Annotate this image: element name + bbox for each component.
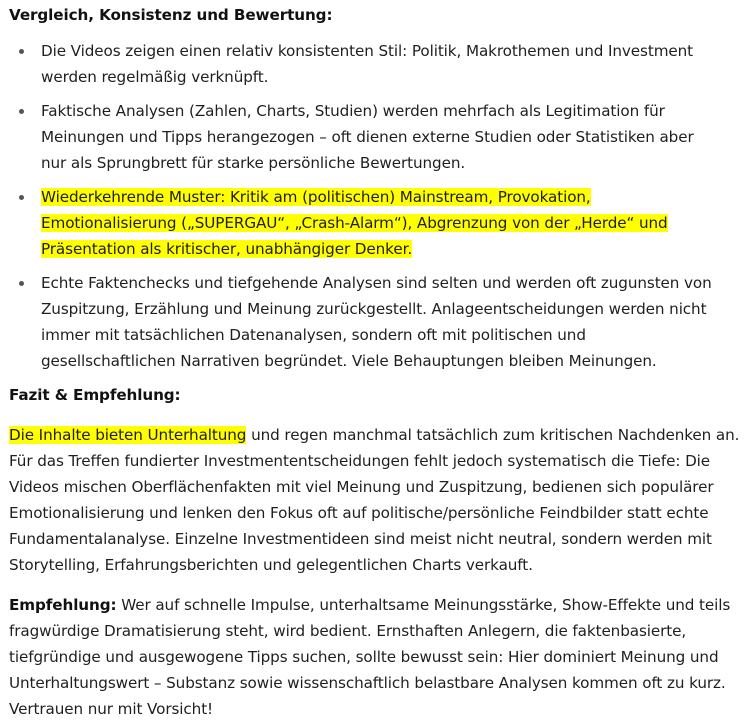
highlighted-text: Die Inhalte bieten Unterhaltung <box>9 426 247 444</box>
fazit-text: und regen manchmal tatsächlich zum kritischen Nachdenken an. Für das Treffen fundierter Investmententscheidungen fehlt jedoch systematisch die Tiefe: Die Videos mischen Oberflächenfakten mit viel Meinung und Zuspitzung, bedienen sich populärer Emotionalisierung und lenken den Fokus oft auf politische/persönliche Feindbilder statt echte Fundamentalanalyse. Einzelne Investmentideen sind meist nicht neutral, sondern werden mit Storytelling, Erfahrungsberichten und gelegentlichen Charts verkauft. <box>9 426 740 574</box>
list-item-text: Echte Faktenchecks und tiefgehende Analysen sind selten und werden oft zugunsten von Zuspitzung, Erzählung und Meinung zurückgestellt. Anlageentscheidungen werden nicht immer mit tatsächlichen Datenanalysen, sondern oft mit politischen und gesellschaftlichen Narrativen begründet. Viele Behauptungen bleiben Meinungen. <box>41 274 712 370</box>
list-item-text: Die Videos zeigen einen relativ konsistenten Stil: Politik, Makrothemen und Investment werden regelmäßig verknüpft. <box>41 42 694 86</box>
list-item <box>9 270 721 374</box>
empfehlung-paragraph <box>9 592 744 722</box>
empfehlung-label: Empfehlung: <box>9 596 117 614</box>
list-item-highlighted <box>9 184 721 262</box>
empfehlung-text: Wer auf schnelle Impulse, unterhaltsame Meinungsstärke, Show-Effekte und teils fragwürdige Dramatisierung steht, wird bedient. Ernsthaften Anlegern, die faktenbasierte, tiefgründige und ausgewogene Tipps suchen, sollte bewusst sein: Hier dominiert Meinung und Unterhaltungswert – Substanz sowie wissenschaftlich belastbare Analysen kommen oft zu kurz. Vertrauen nur mit Vorsicht! <box>9 596 731 718</box>
list-item <box>9 38 721 90</box>
list-item-text: Faktische Analysen (Zahlen, Charts, Studien) werden mehrfach als Legitimation für Meinungen und Tipps herangezogen – oft dienen externe Studien oder Statistiken aber nur als Sprungbrett für starke persönliche Bewertungen. <box>41 102 694 172</box>
list-item <box>9 98 721 176</box>
section-heading-vergleich: Vergleich, Konsistenz und Bewertung: <box>9 6 333 24</box>
bullet-list <box>9 38 748 374</box>
fazit-paragraph <box>9 422 744 578</box>
section-heading-fazit: Fazit & Empfehlung: <box>9 386 181 404</box>
highlighted-text: Wiederkehrende Muster: Kritik am (politischen) Mainstream, Provokation, Emotionalisierung („SUPERGAU“, „Crash-Alarm“), Abgrenzung von der „Herde“ und Präsentation als kritischer, unabhängiger Denker. <box>41 188 668 258</box>
